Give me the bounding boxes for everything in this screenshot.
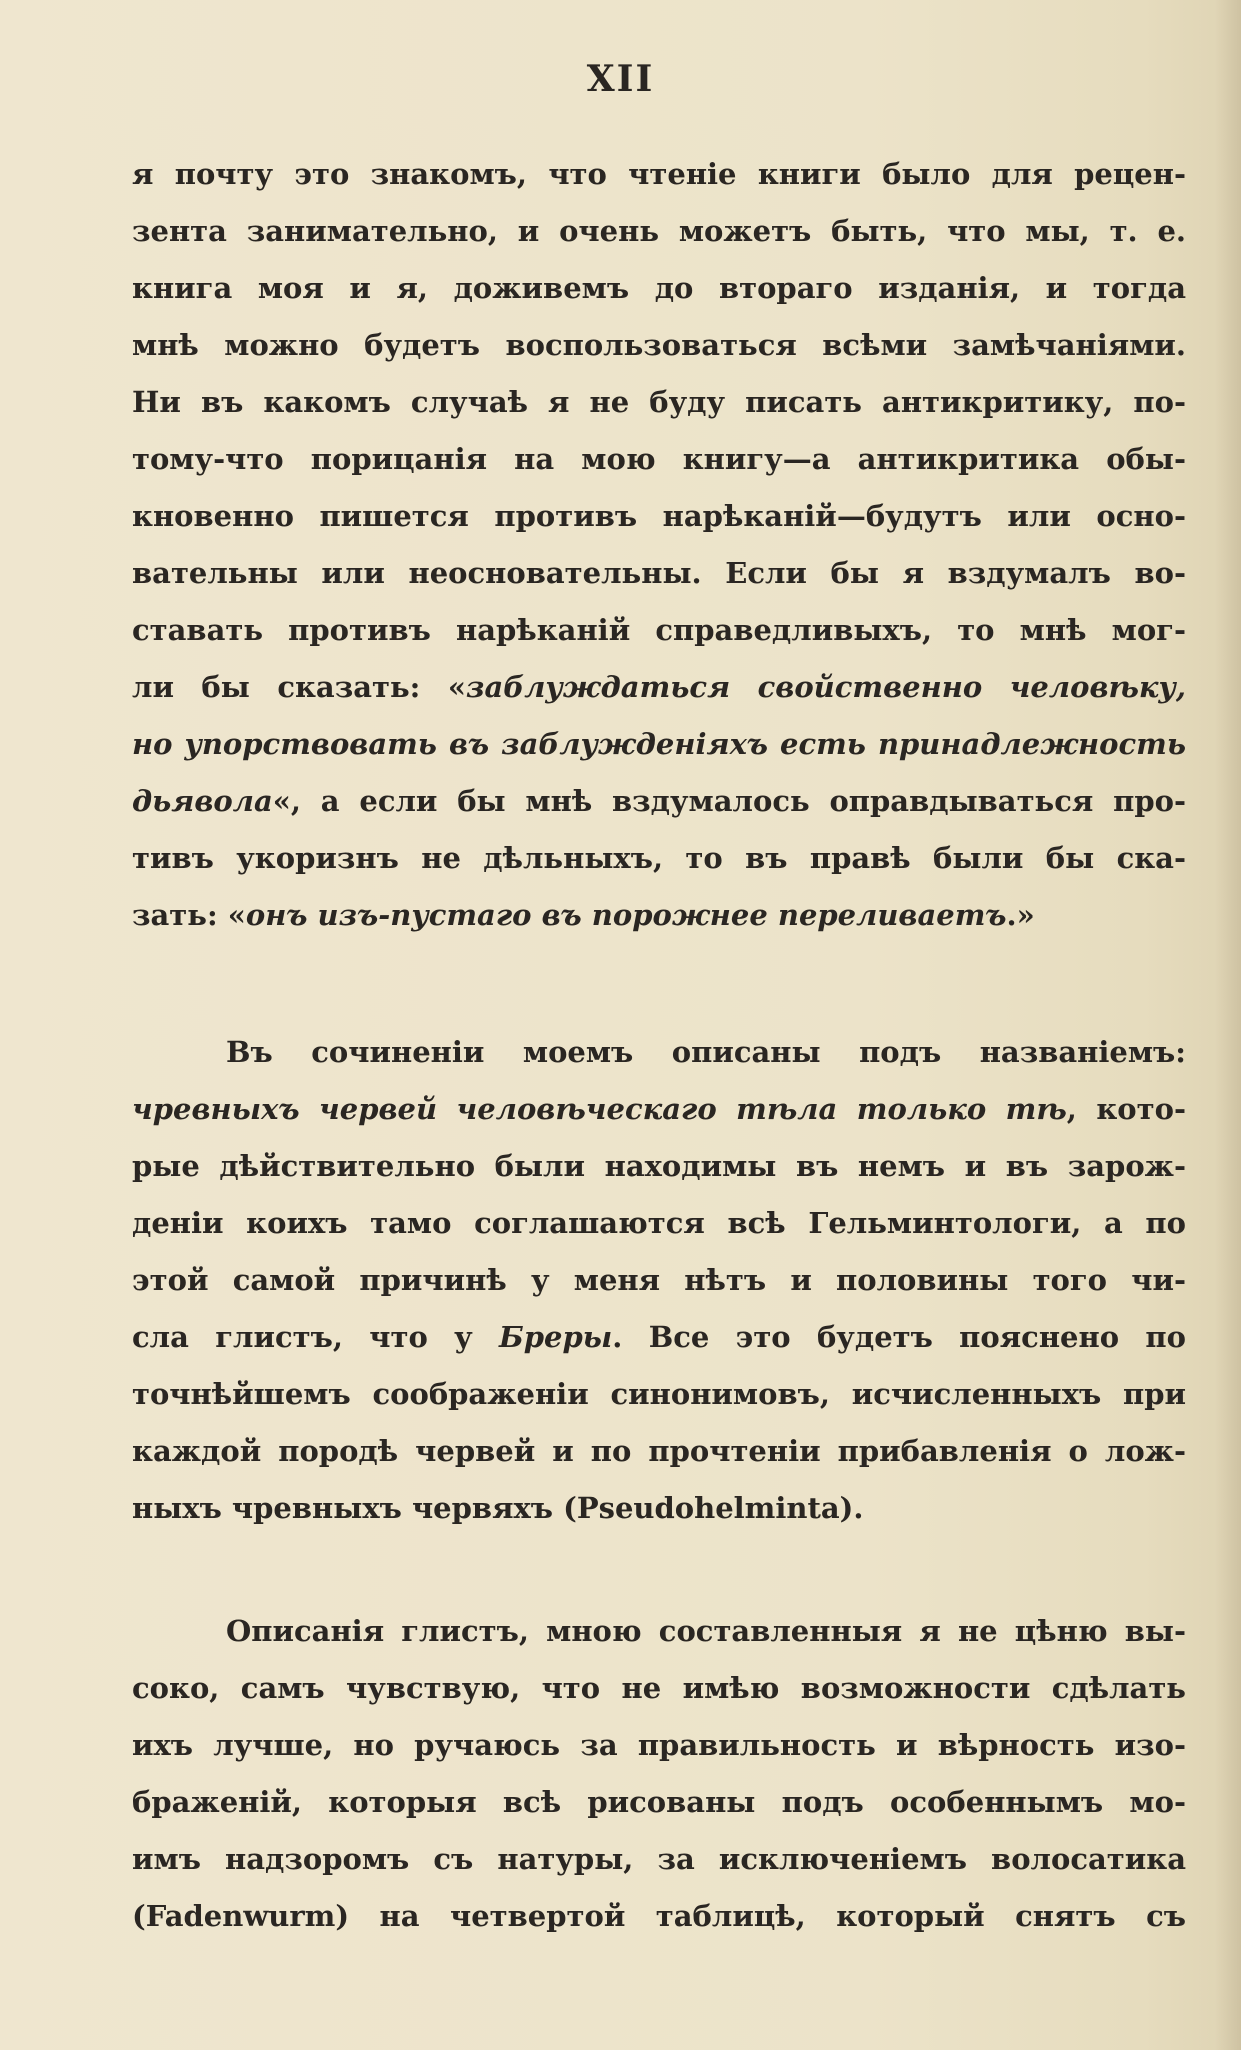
page-number: XII [586,58,655,100]
italic-quote: заблуждаться свойственно человѣку, [465,670,1186,704]
text-line: дьявола«, а если бы мнѣ вздумалось оправдываться про- [132,784,1186,818]
text-line: сла глистъ, что у Бреры. Все это будетъ пояснено по [132,1320,1186,1354]
text-line: вательны или неосновательны. Если бы я вздумалъ во- [132,556,1186,590]
text-line: денiи коихъ тамо соглашаются всѣ Гельминтологи, а по [132,1206,1186,1240]
text-line: тому-что порицанiя на мою книгу—а антикритика обы- [132,442,1186,476]
text-line: мнѣ можно будетъ воспользоваться всѣми замѣчанiями. [132,328,1186,362]
text-line: точнѣйшемъ соображенiи синонимовъ, исчисленныхъ при [132,1377,1186,1411]
text-line: Ни въ какомъ случаѣ я не буду писать антикритику, по- [132,385,1186,419]
paragraph-2 [132,1024,1186,1537]
text-line: Въ сочиненiи моемъ описаны подъ названiемъ: [226,1035,1186,1069]
italic-name: Бреры [499,1320,613,1354]
text-line: Описанiя глистъ, мною составленныя я не цѣню вы- [226,1614,1186,1648]
text-line: тивъ укоризнъ не дѣльныхъ, то въ правѣ были бы ска- [132,841,1186,875]
text-line: соко, самъ чувствую, что не имѣю возможности сдѣлать [132,1671,1186,1705]
text-line: кновенно пишется противъ нарѣканiй—будутъ или осно- [132,499,1186,533]
italic-quote: дьявола [132,784,273,818]
text-line: каждой породѣ червей и по прочтенiи прибавленiя о лож- [132,1434,1186,1468]
text-line [132,716,1186,773]
paragraph-1 [132,146,1186,944]
text-line: ихъ лучше, но ручаюсь за правильность и вѣрность изо- [132,1728,1186,1762]
italic-quote: но упорствовать въ заблужденiяхъ есть принадлежность [132,727,1186,761]
text-line: ли бы сказать: «заблуждаться свойственно человѣку, [132,670,1186,704]
text-line: зать: «онъ изъ-пустаго въ порожнее переливаетъ.» [132,898,1035,932]
text-line: имъ надзоромъ съ натуры, за исключенiемъ волосатика [132,1842,1186,1876]
text-line: зента занимательно, и очень можетъ быть, что мы, т. е. [132,214,1186,248]
text-line: рые дѣйствительно были находимы въ немъ и въ зарож- [132,1149,1186,1183]
text-line: этой самой причинѣ у меня нѣтъ и половины того чи- [132,1263,1186,1297]
text-line: (Fadenwurm) на четвертой таблицѣ, который снятъ съ [132,1899,1186,1933]
paragraph-3 [132,1603,1186,1945]
text-line: ныхъ чревныхъ червяхъ (Pseudohelminta). [132,1491,864,1525]
page-edge-shadow [1215,0,1241,2050]
text-line: браженiй, которыя всѣ рисованы подъ особеннымъ мо- [132,1785,1186,1819]
text-line: я почту это знакомъ, что чтенiе книги было для рецен- [132,157,1186,191]
text-line: чревныхъ червей человѣческаго тѣла только тѣ, кото- [132,1092,1186,1126]
text-line: книга моя и я, доживемъ до втораго изданiя, и тогда [132,271,1186,305]
italic-term: чревныхъ червей человѣческаго тѣла только тѣ [132,1092,1067,1126]
text-line: ставать противъ нарѣканiй справедливыхъ, то мнѣ мог- [132,613,1186,647]
italic-quote: онъ изъ-пустаго въ порожнее переливаетъ [245,898,1007,932]
